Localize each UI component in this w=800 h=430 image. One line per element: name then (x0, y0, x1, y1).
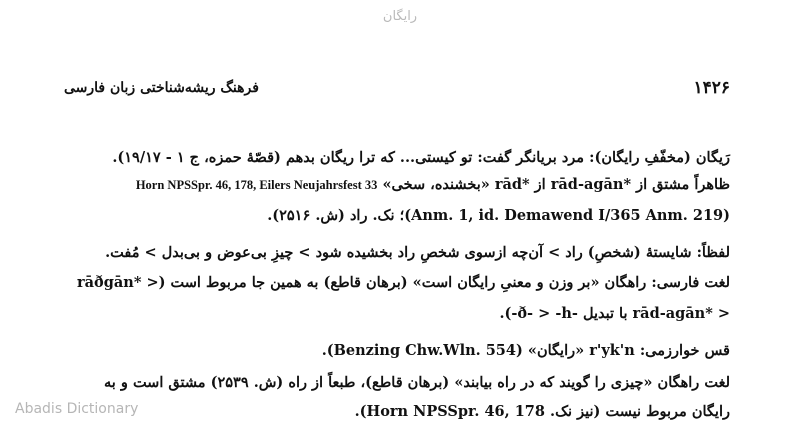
entry-line-text: لغت راهگان «چیزی را گویند که در راه بیابند» (برهان قاطع)، طبعاً از راه (ش. ۲۵۳۹) مشتق است و به (104, 374, 730, 391)
entry-line-7 (64, 340, 730, 362)
entry-line-text: رَیگان (مخفّفِ رایگان): مرد بریانگر گفت: تو کیستی... که ترا ریگان بدهم (قصّهٔ حمزه، ج ۱ - ۱۹/۱۷). (112, 149, 730, 166)
entry-line-1 (64, 147, 730, 169)
page-header (64, 78, 730, 102)
entry-line-5 (64, 272, 730, 294)
entry-line-reference: Horn NPSSpr. 46, 178, Eilers Neujahrsfest 33 (135, 178, 378, 192)
site-title: رایگان (382, 9, 418, 24)
entry-line-text: ظاهراً مشتق از *rād-agān از *rād «بخشنده، سخی» (382, 176, 730, 193)
book-title: فرهنگ ریشه‌شناختی زبان فارسی (64, 80, 259, 96)
entry-line-text: < *rād-agān با تبدیل -ð- > -h-). (499, 305, 730, 322)
entry-line-text: لغت فارسی: راهگان «بر وزن و معنیِ رایگان است» (برهان قاطع) به همین جا مربوط است (< *rāðgān (77, 274, 730, 291)
entry-line-text: رایگان مربوط نیست (نیز نک. Horn NPSSpr. 46, 178). (354, 403, 730, 420)
entry-line-text: قس خوارزمی: r'yk'n «رایگان» (Benzing Chw.Wln. 554). (321, 342, 730, 359)
watermark: Abadis Dictionary (15, 401, 139, 417)
entry-line-9 (64, 401, 730, 423)
entry-line-text: (Anm. 1, id. Demawend I/365 Anm. 219)؛ نک. راد (ش. ۲۵۱۶). (267, 207, 730, 224)
entry-line-6 (64, 303, 730, 325)
entry-line-4 (64, 242, 730, 264)
entry-line-text: لفظاً: شایستهٔ (شخصِ) راد > آن‌چه ازسوی شخصِ راد بخشیده شود > چیزِ بی‌عوض و بی‌بدل > مُفت. (105, 244, 730, 261)
entry-line-2 (64, 174, 730, 196)
page-number: ۱۴۲۶ (693, 78, 730, 98)
entry-line-8 (64, 372, 730, 394)
entry-line-3 (64, 205, 730, 227)
